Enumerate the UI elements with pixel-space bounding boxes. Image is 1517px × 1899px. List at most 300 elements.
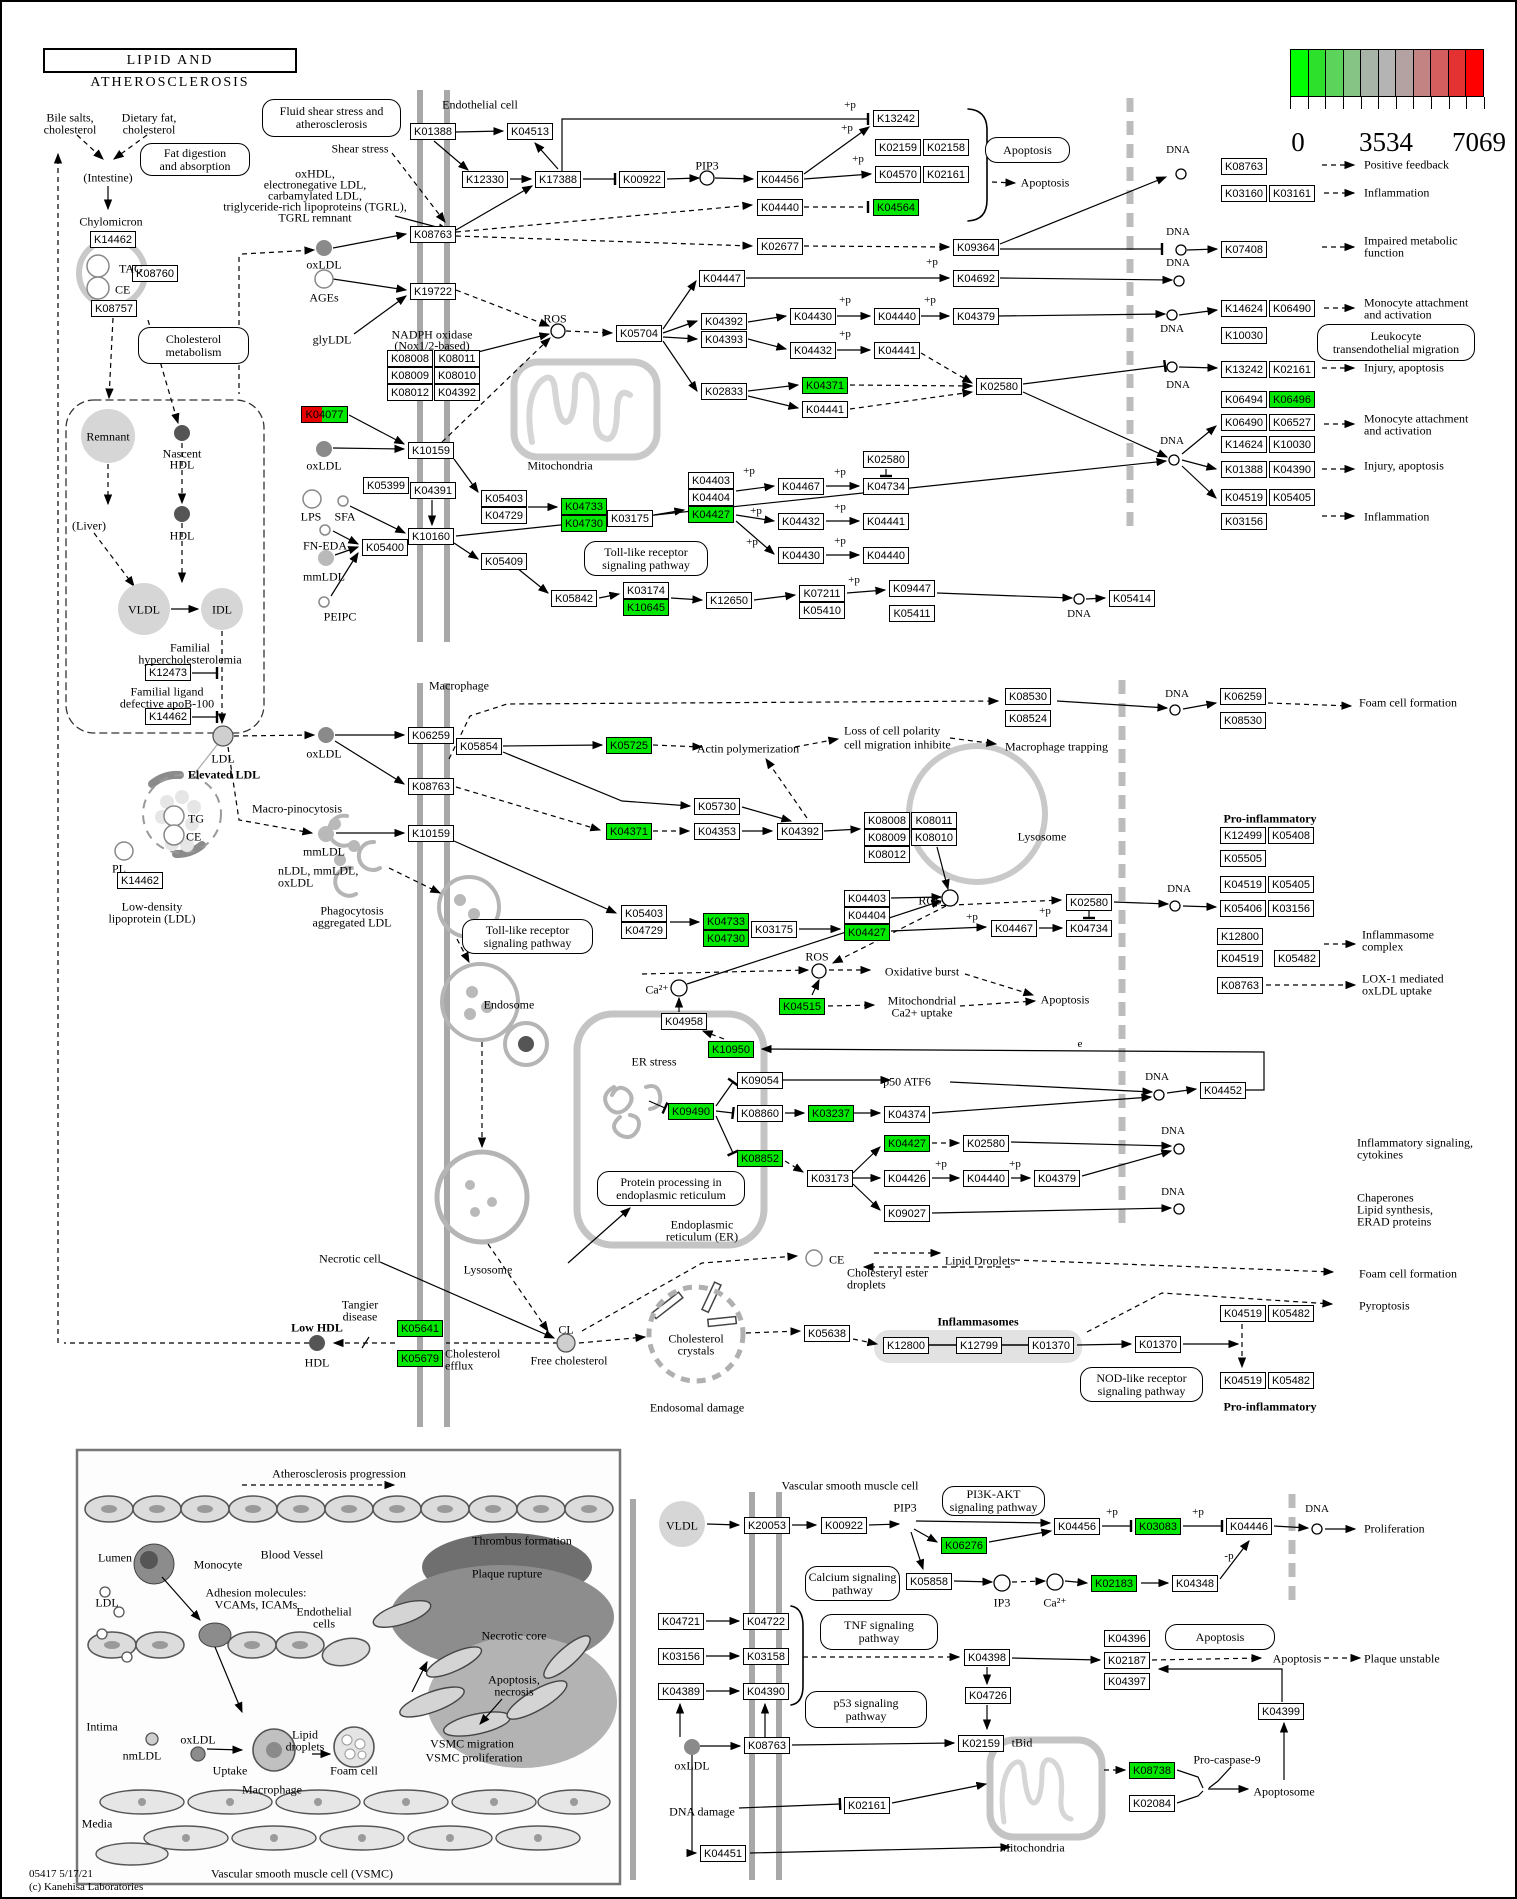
- kbox-K04692[interactable]: K04692: [953, 270, 999, 287]
- node-circle: [1174, 1204, 1184, 1214]
- kbox-K03174[interactable]: K03174: [623, 582, 669, 599]
- kbox-K05406[interactable]: K05406: [1220, 900, 1266, 917]
- edge: [707, 1524, 739, 1525]
- kbox-K06276[interactable]: K06276: [941, 1537, 987, 1554]
- kbox-K04730[interactable]: K04730: [703, 930, 749, 947]
- kbox-K05410[interactable]: K05410: [799, 602, 845, 619]
- kbox-K08011[interactable]: K08011: [434, 350, 480, 367]
- kbox-K10159[interactable]: K10159: [408, 442, 454, 459]
- node-circle: [318, 727, 334, 743]
- kbox-K02677[interactable]: K02677: [757, 238, 803, 255]
- edge: [891, 927, 986, 931]
- kbox-K12799[interactable]: K12799: [956, 1337, 1002, 1354]
- kbox-K03083[interactable]: K03083: [1135, 1518, 1181, 1535]
- kbox-K04430[interactable]: K04430: [778, 547, 824, 564]
- edge: [1011, 1142, 1171, 1146]
- label-nmldl: nmLDL: [122, 1748, 162, 1763]
- kbox-K03175[interactable]: K03175: [607, 510, 653, 527]
- kbox-K08760[interactable]: K08760: [132, 265, 178, 282]
- kbox-K04440[interactable]: K04440: [874, 308, 920, 325]
- kbox-K08763[interactable]: K08763: [1221, 158, 1267, 175]
- kbox-K02084[interactable]: K02084: [1129, 1795, 1175, 1812]
- label-dna: DNA: [1166, 144, 1190, 157]
- kbox-K04077[interactable]: K04077: [301, 406, 348, 423]
- edge: [1183, 906, 1216, 907]
- kbox-K09027[interactable]: K09027: [884, 1205, 930, 1222]
- kbox-K12800[interactable]: K12800: [1217, 928, 1263, 945]
- kbox-K04427[interactable]: K04427: [884, 1135, 930, 1152]
- label-hypercholesterolemia: hypercholesterolemia: [138, 652, 242, 667]
- kbox-K14462[interactable]: K14462: [145, 708, 191, 725]
- kbox-K03173[interactable]: K03173: [807, 1170, 853, 1187]
- legend-color-cell: [1414, 49, 1432, 97]
- label-ca2-uptake: Ca2+ uptake: [891, 1005, 953, 1020]
- kbox-K05414[interactable]: K05414: [1109, 590, 1155, 607]
- kbox-K04564[interactable]: K04564: [873, 199, 919, 216]
- label-apoptosis: Apoptosis: [1040, 992, 1090, 1007]
- edge: [804, 127, 869, 174]
- kbox-K10645[interactable]: K10645: [623, 599, 669, 616]
- pathway-box-line: pathway: [858, 1631, 900, 1645]
- kbox-K06490[interactable]: K06490: [1269, 300, 1315, 317]
- kbox-K04432[interactable]: K04432: [790, 342, 836, 359]
- kbox-K03156[interactable]: K03156: [1221, 513, 1267, 530]
- edge: [950, 738, 996, 744]
- kbox-K02187[interactable]: K02187: [1104, 1652, 1150, 1669]
- edge: [456, 236, 752, 246]
- kbox-K04371[interactable]: K04371: [802, 377, 848, 394]
- kbox-K05854[interactable]: K05854: [456, 738, 502, 755]
- kbox-K10160[interactable]: K10160: [408, 528, 454, 545]
- label-macrophage: Macrophage: [242, 1782, 302, 1797]
- label-injury-apoptosis: Injury, apoptosis: [1364, 360, 1444, 375]
- edge: [828, 1005, 874, 1006]
- kbox-K04399[interactable]: K04399: [1258, 1703, 1304, 1720]
- edge: [1082, 1151, 1171, 1176]
- kbox-K06259[interactable]: K06259: [408, 727, 454, 744]
- pathway-link-tnf-signaling[interactable]: [820, 1614, 938, 1650]
- label-lipoprotein-ldl-: lipoprotein (LDL): [108, 911, 196, 926]
- kbox-K12330[interactable]: K12330: [462, 171, 508, 188]
- node-circle: [329, 818, 341, 830]
- kbox-K04430[interactable]: K04430: [790, 308, 836, 325]
- kbox-K19722[interactable]: K19722: [410, 283, 456, 300]
- kbox-K05679[interactable]: K05679: [397, 1350, 443, 1367]
- pathway-link-fat-digestion[interactable]: [140, 143, 250, 176]
- kbox-K08860[interactable]: K08860: [737, 1105, 783, 1122]
- edge: [853, 1339, 877, 1344]
- edge: [242, 250, 314, 254]
- kbox-K08010[interactable]: K08010: [434, 367, 480, 384]
- edge: [663, 281, 696, 329]
- kbox-K05408[interactable]: K05408: [1268, 827, 1314, 844]
- edge: [456, 186, 532, 230]
- kbox-K04392[interactable]: K04392: [434, 384, 480, 401]
- kbox-K04519[interactable]: K04519: [1221, 489, 1267, 506]
- label-chaperones: Chaperones: [1357, 1190, 1414, 1205]
- kbox-K05400[interactable]: K05400: [362, 539, 408, 556]
- legend-tick: [1396, 97, 1397, 109]
- label-ros: ROS: [805, 949, 829, 964]
- kbox-K08763[interactable]: K08763: [408, 778, 454, 795]
- kbox-K04426[interactable]: K04426: [884, 1170, 930, 1187]
- node-circle: [1169, 455, 1179, 465]
- kbox-K17388[interactable]: K17388: [535, 171, 581, 188]
- kbox-K04729[interactable]: K04729: [481, 507, 527, 524]
- kbox-K05638[interactable]: K05638: [804, 1325, 850, 1342]
- kbox-K04393[interactable]: K04393: [701, 331, 747, 348]
- label--p: +p: [834, 535, 846, 548]
- kbox-K06494[interactable]: K06494: [1221, 391, 1267, 408]
- kbox-K12499[interactable]: K12499: [1220, 827, 1266, 844]
- kbox-K04441[interactable]: K04441: [874, 342, 920, 359]
- node-circle: [348, 840, 360, 852]
- kbox-K03158[interactable]: K03158: [743, 1648, 789, 1665]
- label--p: +p: [750, 505, 762, 518]
- label-lps: LPS: [300, 509, 322, 524]
- label-plaque-unstable: Plaque unstable: [1364, 1651, 1440, 1666]
- kbox-K04519[interactable]: K04519: [1220, 1305, 1266, 1322]
- kbox-K04456[interactable]: K04456: [757, 171, 803, 188]
- kbox-K04390[interactable]: K04390: [743, 1683, 789, 1700]
- label-macrophage-trapping: Macrophage trapping: [1005, 739, 1108, 754]
- label-cl: CL: [558, 1322, 574, 1337]
- kbox-K08009[interactable]: K08009: [387, 367, 433, 384]
- label-atherosclerosis-progression: Atherosclerosis progression: [272, 1466, 406, 1481]
- legend-tick: [1308, 97, 1309, 109]
- kbox-K04397[interactable]: K04397: [1104, 1673, 1150, 1690]
- kbox-K05411[interactable]: K05411: [889, 605, 935, 622]
- kbox-K08530[interactable]: K08530: [1220, 712, 1266, 729]
- kbox-K05482[interactable]: K05482: [1274, 950, 1320, 967]
- kbox-K08011[interactable]: K08011: [911, 812, 957, 829]
- kbox-K08010[interactable]: K08010: [911, 829, 957, 846]
- label-tgrl-remnant: TGRL remnant: [278, 210, 352, 225]
- kbox-K04519[interactable]: K04519: [1220, 1372, 1266, 1389]
- kbox-K04392[interactable]: K04392: [777, 823, 823, 840]
- pathway-link-pi3k-akt[interactable]: [942, 1486, 1045, 1516]
- kbox-K01370[interactable]: K01370: [1028, 1337, 1074, 1354]
- edge: [1086, 598, 1105, 599]
- kbox-K05505[interactable]: K05505: [1220, 850, 1266, 867]
- kbox-K04447[interactable]: K04447: [699, 270, 745, 287]
- label-vsmc-proliferation: VSMC proliferation: [425, 1750, 523, 1765]
- kbox-K03160[interactable]: K03160: [1221, 185, 1267, 202]
- kbox-K04389[interactable]: K04389: [658, 1683, 704, 1700]
- kbox-K10950[interactable]: K10950: [708, 1041, 754, 1058]
- kbox-K05405[interactable]: K05405: [1269, 489, 1315, 506]
- pathway-id: 05417 5/17/21: [29, 1868, 93, 1880]
- kbox-K07211[interactable]: K07211: [799, 585, 845, 602]
- kbox-K04451[interactable]: K04451: [700, 1845, 746, 1862]
- kbox-K04390[interactable]: K04390: [1269, 461, 1315, 478]
- label-lipid-droplets: Lipid Droplets: [944, 1253, 1016, 1268]
- edge: [1183, 703, 1216, 709]
- edge: [960, 1001, 1035, 1006]
- edge: [921, 353, 972, 383]
- label-adhesion-molecules-: Adhesion molecules:: [205, 1585, 307, 1600]
- node-circle: [994, 1575, 1010, 1591]
- kbox-K04726[interactable]: K04726: [965, 1687, 1011, 1704]
- kbox-K04379[interactable]: K04379: [1034, 1170, 1080, 1187]
- label-tag: TAG: [119, 261, 143, 276]
- label-cholesterol: cholesterol: [122, 122, 176, 137]
- kbox-K02158[interactable]: K02158: [923, 139, 969, 156]
- kbox-K05405[interactable]: K05405: [1268, 876, 1314, 893]
- kbox-K06496[interactable]: K06496: [1269, 391, 1315, 408]
- node-circle: [1167, 362, 1177, 372]
- kbox-K01388[interactable]: K01388: [1221, 461, 1267, 478]
- edge: [1177, 1791, 1203, 1803]
- kbox-K08757[interactable]: K08757: [91, 300, 137, 317]
- pathway-link-protein-processing-in[interactable]: [597, 1171, 745, 1206]
- kbox-K05403[interactable]: K05403: [481, 490, 527, 507]
- edge: [579, 1337, 645, 1343]
- kbox-K02580[interactable]: K02580: [963, 1135, 1009, 1152]
- grouping-bracket-top: [968, 109, 987, 221]
- label-vcams-icams: VCAMs, ICAMs: [214, 1597, 298, 1612]
- kbox-K05482[interactable]: K05482: [1268, 1372, 1314, 1389]
- kbox-K00922[interactable]: K00922: [619, 171, 665, 188]
- kbox-K04403[interactable]: K04403: [844, 890, 890, 907]
- kbox-K08852[interactable]: K08852: [737, 1150, 783, 1167]
- node-circle: [518, 1036, 534, 1052]
- kbox-K12650[interactable]: K12650: [706, 592, 752, 609]
- label-vascular-smooth-muscle-cell: Vascular smooth muscle cell: [781, 1478, 919, 1493]
- kbox-K02159[interactable]: K02159: [875, 139, 921, 156]
- kbox-K10030[interactable]: K10030: [1221, 327, 1267, 344]
- kbox-K04427[interactable]: K04427: [844, 924, 890, 941]
- kbox-K04958[interactable]: K04958: [661, 1013, 707, 1030]
- pathway-link-toll-like-receptor[interactable]: [584, 541, 708, 576]
- kbox-K13242[interactable]: K13242: [1221, 361, 1267, 378]
- kbox-K09364[interactable]: K09364: [953, 239, 999, 256]
- edge: [716, 1111, 733, 1113]
- kbox-K00922[interactable]: K00922: [821, 1517, 867, 1534]
- kbox-K04733[interactable]: K04733: [703, 913, 749, 930]
- kbox-K08738[interactable]: K08738: [1129, 1762, 1175, 1779]
- kbox-K04398[interactable]: K04398: [964, 1649, 1010, 1666]
- legend-tick: [1413, 97, 1414, 109]
- kbox-K08763[interactable]: K08763: [744, 1737, 790, 1754]
- label--p: +p: [926, 256, 938, 269]
- kbox-K03161[interactable]: K03161: [1269, 185, 1315, 202]
- kbox-K02161[interactable]: K02161: [844, 1797, 890, 1814]
- kbox-K04519[interactable]: K04519: [1217, 950, 1263, 967]
- label-vascular-smooth-muscle-cell-vsmc: Vascular smooth muscle cell (VSMC): [211, 1866, 393, 1881]
- kbox-K05704[interactable]: K05704: [616, 325, 662, 342]
- kbox-K04404[interactable]: K04404: [688, 489, 734, 506]
- er-stress-squiggle: [605, 1086, 660, 1137]
- kbox-K12800[interactable]: K12800: [883, 1337, 929, 1354]
- kbox-K04446[interactable]: K04446: [1226, 1518, 1272, 1535]
- legend-color-cell: [1309, 49, 1327, 97]
- kbox-K04404[interactable]: K04404: [844, 907, 890, 924]
- kbox-K05403[interactable]: K05403: [621, 905, 667, 922]
- kbox-K09490[interactable]: K09490: [668, 1103, 714, 1120]
- pathway-link-apoptosis[interactable]: [1165, 1624, 1275, 1650]
- kbox-K02159[interactable]: K02159: [958, 1735, 1004, 1752]
- kbox-K02161[interactable]: K02161: [923, 166, 969, 183]
- label--p: +p: [839, 294, 851, 307]
- kbox-K04729[interactable]: K04729: [621, 922, 667, 939]
- kbox-K05730[interactable]: K05730: [694, 798, 740, 815]
- label-oxldl: oxLDL: [306, 746, 342, 761]
- kbox-K02580[interactable]: K02580: [1066, 894, 1112, 911]
- kbox-K08008[interactable]: K08008: [864, 812, 910, 829]
- kbox-K04391[interactable]: K04391: [410, 482, 456, 499]
- kbox-K05858[interactable]: K05858: [906, 1573, 952, 1590]
- kbox-K04467[interactable]: K04467: [991, 920, 1037, 937]
- kbox-K14624[interactable]: K14624: [1221, 300, 1267, 317]
- kbox-K04722[interactable]: K04722: [743, 1613, 789, 1630]
- edge: [824, 829, 860, 831]
- kbox-K10159[interactable]: K10159: [408, 825, 454, 842]
- kbox-K04456[interactable]: K04456: [1054, 1518, 1100, 1535]
- label-triglyceride-rich-lipoproteins-t: triglyceride-rich lipoproteins (TGRL),: [223, 199, 407, 214]
- kbox-K04353[interactable]: K04353: [694, 823, 740, 840]
- kbox-K05641[interactable]: K05641: [397, 1320, 443, 1337]
- edge: [703, 1031, 724, 1039]
- kbox-K12473[interactable]: K12473: [145, 664, 191, 681]
- kbox-K13242[interactable]: K13242: [873, 110, 919, 127]
- kbox-K08530[interactable]: K08530: [1005, 688, 1051, 705]
- kbox-K01388[interactable]: K01388: [410, 123, 456, 140]
- pathway-link-calcium-signaling[interactable]: [805, 1566, 900, 1601]
- kbox-K04515[interactable]: K04515: [779, 998, 825, 1015]
- kbox-K07408[interactable]: K07408: [1221, 241, 1267, 258]
- edge: [812, 980, 819, 995]
- kbox-K02833[interactable]: K02833: [701, 383, 747, 400]
- legend-tick: [1431, 97, 1432, 109]
- kbox-K14462[interactable]: K14462: [117, 872, 163, 889]
- pathway-link-p53-signaling[interactable]: [805, 1691, 927, 1728]
- kbox-K04452[interactable]: K04452: [1200, 1082, 1246, 1099]
- kbox-K04440[interactable]: K04440: [963, 1170, 1009, 1187]
- pathway-link-cholesterol[interactable]: [138, 327, 249, 364]
- kbox-K04441[interactable]: K04441: [802, 401, 848, 418]
- label--p: +p: [844, 99, 856, 112]
- kbox-K04734[interactable]: K04734: [1066, 920, 1112, 937]
- edge: [1000, 278, 1172, 280]
- kbox-K04513[interactable]: K04513: [507, 123, 553, 140]
- kbox-K04467[interactable]: K04467: [778, 478, 824, 495]
- edge: [911, 1532, 923, 1569]
- legend-tick: [1484, 97, 1485, 109]
- kbox-K05399[interactable]: K05399: [363, 477, 409, 494]
- label-inflammasomes: Inflammasomes: [937, 1314, 1019, 1329]
- kbox-K08763[interactable]: K08763: [1217, 977, 1263, 994]
- label-ros: ROS: [543, 311, 567, 326]
- kbox-K02161[interactable]: K02161: [1269, 361, 1315, 378]
- pathway-link-nod-like-receptor[interactable]: [1080, 1367, 1203, 1402]
- pathway-link-apoptosis[interactable]: [985, 137, 1070, 163]
- kbox-K04570[interactable]: K04570: [875, 166, 921, 183]
- kbox-K04348[interactable]: K04348: [1172, 1575, 1218, 1592]
- kbox-K01370[interactable]: K01370: [1135, 1336, 1181, 1353]
- kbox-K08008[interactable]: K08008: [387, 350, 433, 367]
- kbox-K04432[interactable]: K04432: [778, 513, 824, 530]
- legend-tick: [1343, 97, 1344, 109]
- kbox-K04371[interactable]: K04371: [606, 823, 652, 840]
- kbox-K09054[interactable]: K09054: [737, 1072, 783, 1089]
- expression-legend: [1290, 49, 1484, 97]
- kbox-K04403[interactable]: K04403: [688, 472, 734, 489]
- kbox-K05482[interactable]: K05482: [1268, 1305, 1314, 1322]
- kbox-K10030[interactable]: K10030: [1269, 436, 1315, 453]
- node-circle: [87, 255, 109, 277]
- kbox-K08009[interactable]: K08009: [864, 829, 910, 846]
- label-cytokines: cytokines: [1357, 1147, 1403, 1162]
- label-lox-1-mediated: LOX-1 mediated: [1362, 971, 1444, 986]
- kbox-K04440[interactable]: K04440: [757, 199, 803, 216]
- kbox-K04733[interactable]: K04733: [561, 498, 607, 515]
- kbox-K04721[interactable]: K04721: [658, 1613, 704, 1630]
- kbox-K08524[interactable]: K08524: [1005, 710, 1051, 727]
- kbox-K04374[interactable]: K04374: [884, 1106, 930, 1123]
- kbox-K08763[interactable]: K08763: [410, 226, 456, 243]
- kbox-K04379[interactable]: K04379: [953, 308, 999, 325]
- kbox-K09447[interactable]: K09447: [889, 580, 935, 597]
- kbox-K03156[interactable]: K03156: [1268, 900, 1314, 917]
- kbox-K08012[interactable]: K08012: [864, 846, 910, 863]
- label-efflux: efflux: [445, 1358, 474, 1373]
- label-ca-: Ca²⁺: [1043, 1595, 1067, 1610]
- kbox-K03237[interactable]: K03237: [808, 1105, 854, 1122]
- edge: [850, 385, 972, 386]
- kbox-K02580[interactable]: K02580: [863, 451, 909, 468]
- kbox-K14624[interactable]: K14624: [1221, 436, 1267, 453]
- kbox-K05842[interactable]: K05842: [551, 590, 597, 607]
- kbox-K04396[interactable]: K04396: [1104, 1630, 1150, 1647]
- kbox-K04440[interactable]: K04440: [863, 547, 909, 564]
- label-impaired-metabolic: Impaired metabolic: [1364, 233, 1458, 248]
- kbox-K08012[interactable]: K08012: [387, 384, 433, 401]
- label-crystals: crystals: [677, 1343, 715, 1358]
- kbox-K04441[interactable]: K04441: [863, 513, 909, 530]
- kbox-K04730[interactable]: K04730: [561, 515, 607, 532]
- kbox-K02183[interactable]: K02183: [1091, 1575, 1137, 1592]
- kbox-K06527[interactable]: K06527: [1269, 414, 1315, 431]
- kbox-K20053[interactable]: K20053: [744, 1517, 790, 1534]
- legend-color-cell: [1326, 49, 1344, 97]
- kbox-K04519[interactable]: K04519: [1220, 876, 1266, 893]
- label-endoplasmic: Endoplasmic: [670, 1217, 734, 1232]
- label-uptake: Uptake: [212, 1763, 248, 1778]
- node-circle: [806, 1250, 822, 1266]
- kbox-K03175[interactable]: K03175: [751, 921, 797, 938]
- kbox-K06259[interactable]: K06259: [1220, 688, 1266, 705]
- kbox-K05409[interactable]: K05409: [481, 553, 527, 570]
- kbox-K04734[interactable]: K04734: [863, 478, 909, 495]
- pathway-link-leukocyte[interactable]: [1317, 324, 1475, 361]
- pathway-link-fluid-shear-stress-and[interactable]: [262, 99, 401, 137]
- label-oxldl: oxLDL: [306, 458, 342, 473]
- kbox-K03156[interactable]: K03156: [658, 1648, 704, 1665]
- kbox-K04427[interactable]: K04427: [688, 506, 734, 523]
- kbox-K02580[interactable]: K02580: [976, 378, 1022, 395]
- kbox-K04392[interactable]: K04392: [701, 313, 747, 330]
- label-ce: CE: [186, 829, 202, 844]
- label-droplets: droplets: [285, 1739, 325, 1754]
- node-circle: [1170, 705, 1180, 715]
- kbox-K14462[interactable]: K14462: [90, 231, 136, 248]
- kbox-K06490[interactable]: K06490: [1221, 414, 1267, 431]
- kbox-K05725[interactable]: K05725: [606, 737, 652, 754]
- edge: [454, 459, 478, 492]
- pathway-link-toll-like-receptor[interactable]: [462, 919, 593, 954]
- label-positive-feedback: Positive feedback: [1364, 157, 1449, 172]
